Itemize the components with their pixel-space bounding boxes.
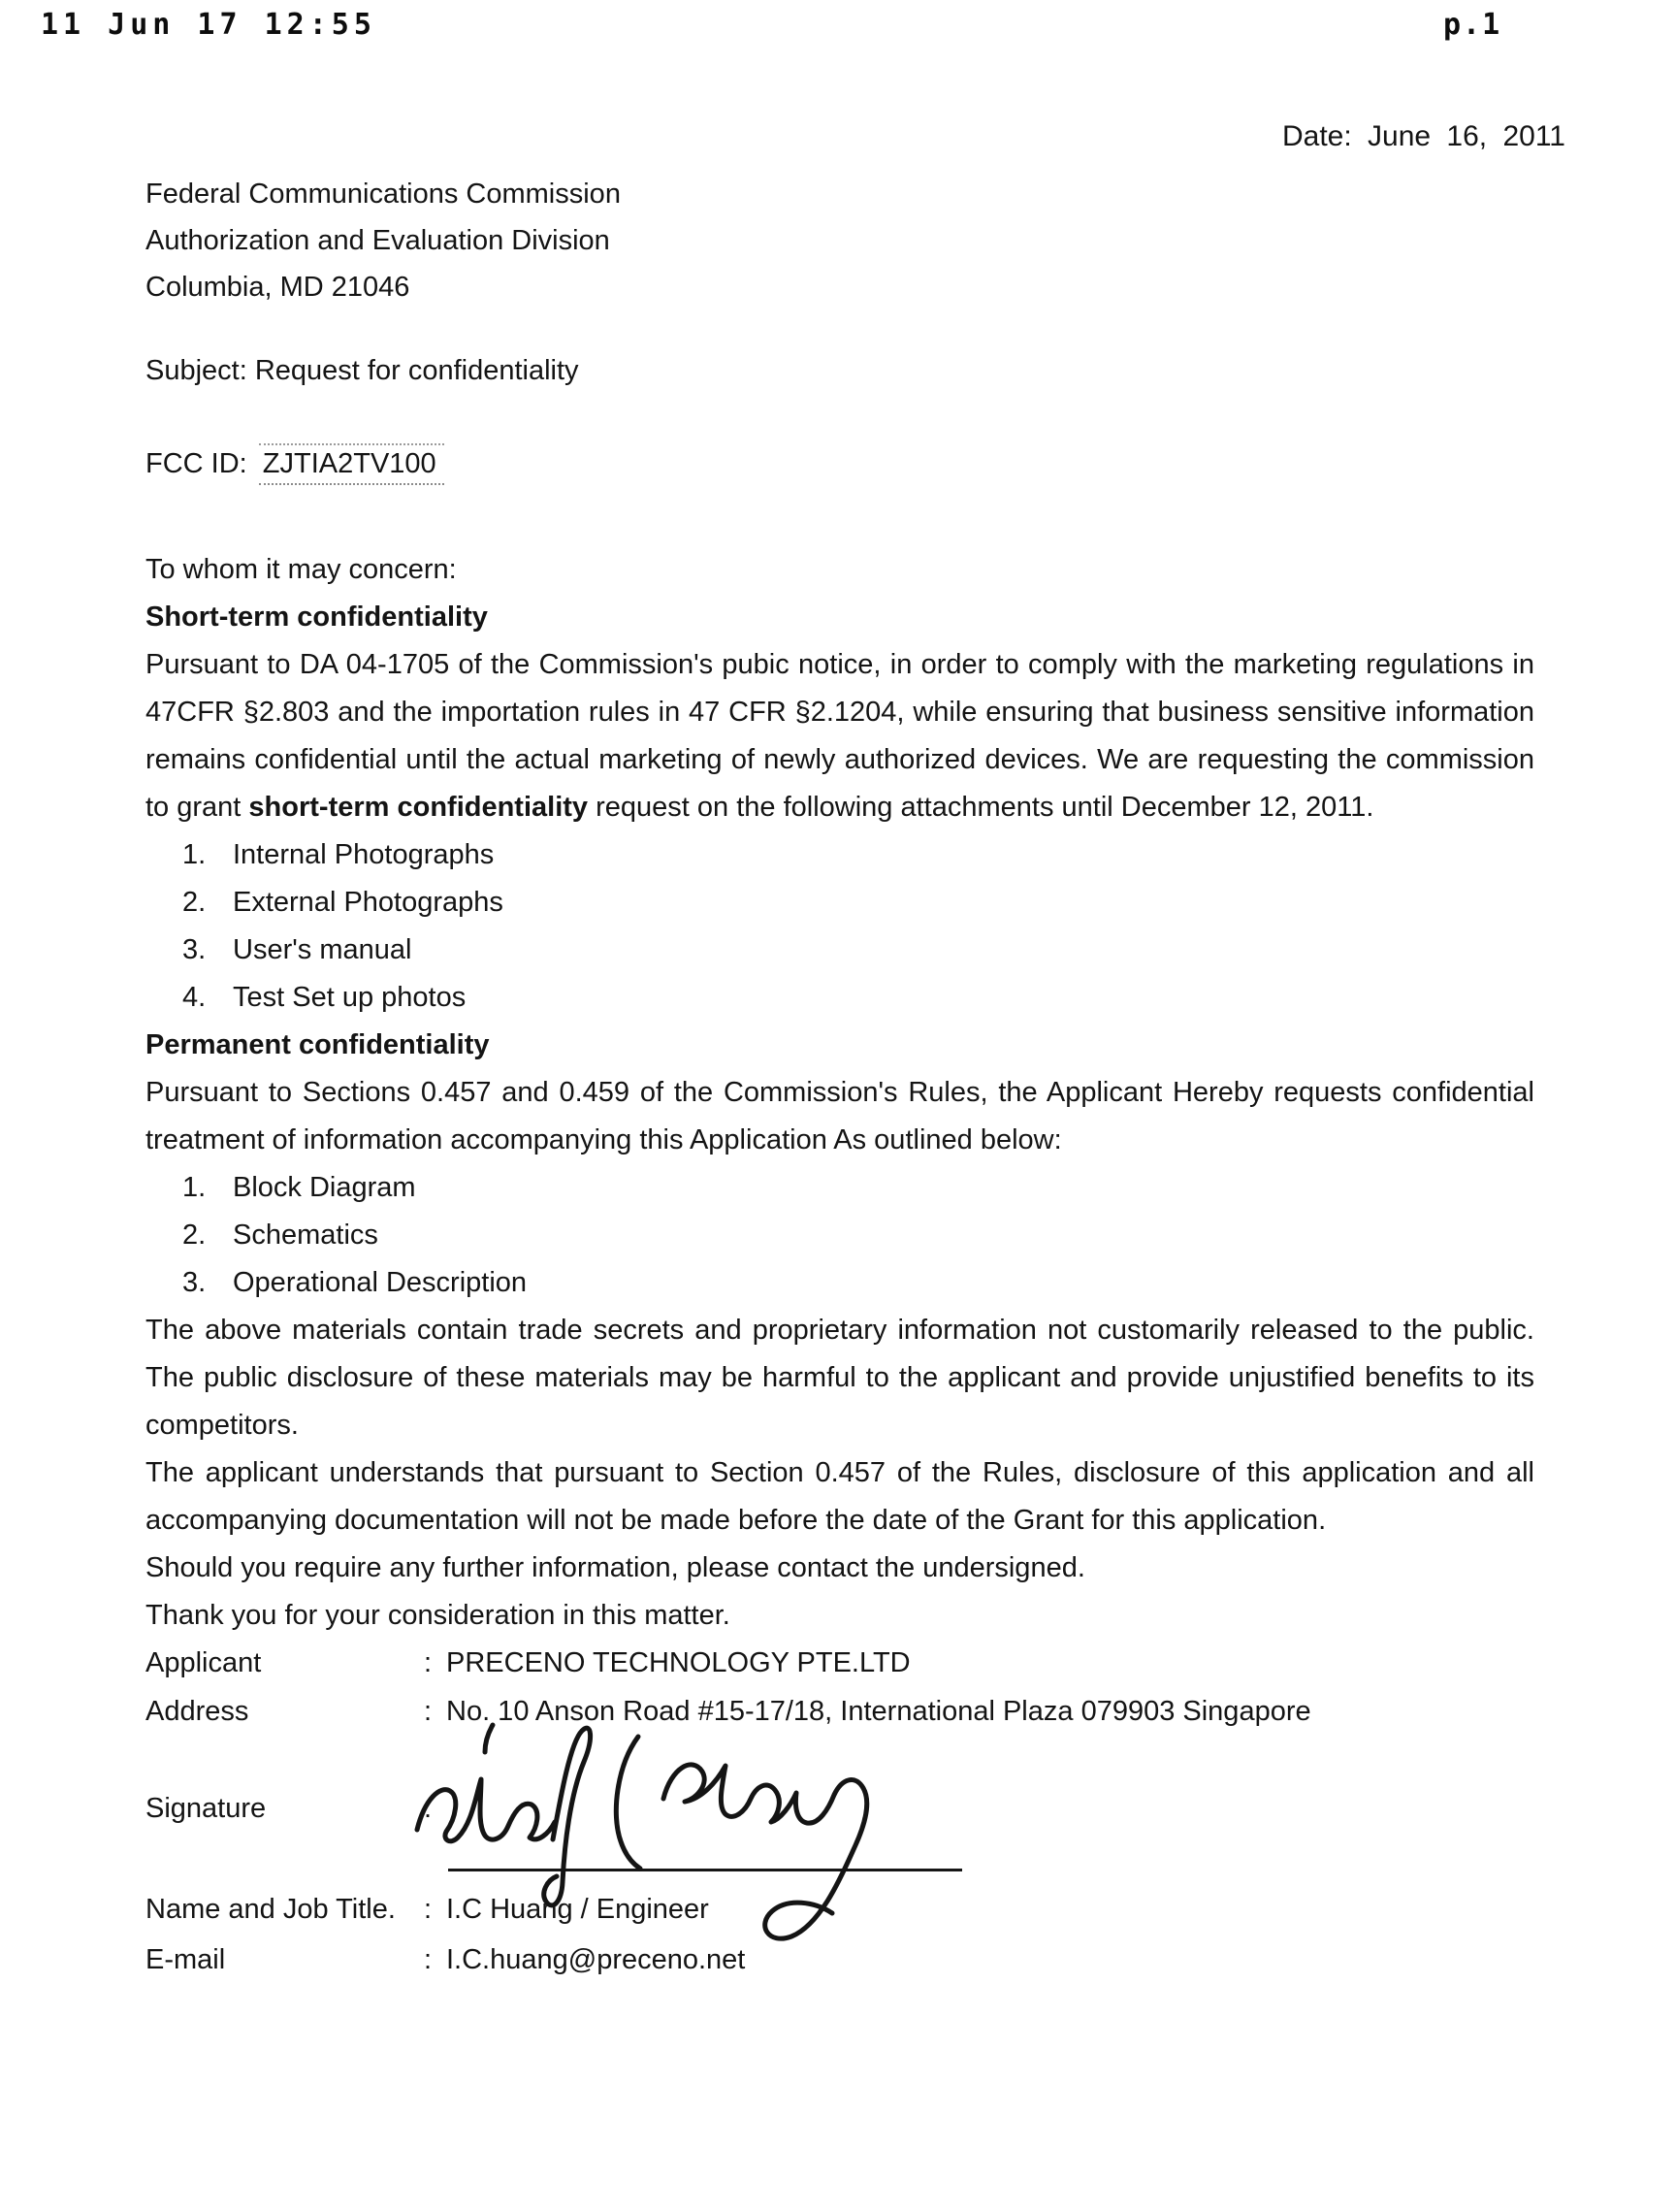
applicant-row	[145, 1647, 1532, 1690]
list-item-text: Block Diagram	[233, 1172, 416, 1203]
short-term-attachment-list	[145, 831, 1534, 1022]
date-line: Date: June 16, 2011	[1282, 120, 1565, 152]
list-item-number: 4.	[182, 982, 207, 1013]
short-term-heading: Short-term confidentiality	[145, 602, 488, 633]
list-item-number: 2.	[182, 1220, 207, 1251]
list-item-text: Test Set up photos	[233, 982, 467, 1013]
fax-page-number: p.1	[1443, 8, 1502, 42]
permanent-heading: Permanent confidentiality	[145, 1029, 490, 1060]
thanks-line: Thank you for your consideration in this matter.	[145, 1600, 730, 1631]
recipient-line-2: Authorization and Evaluation Division	[145, 225, 610, 256]
signature-underline	[448, 1869, 962, 1871]
permanent-paragraph: Pursuant to Sections 0.457 and 0.459 of the Commission's Rules, the Applicant Hereby requests confidential treatment of information accompanying this Application As outlined below:	[145, 1077, 1534, 1155]
recipient-line-1: Federal Communications Commission	[145, 179, 621, 210]
applicant-value: PRECENO TECHNOLOGY PTE.LTD	[446, 1647, 911, 1678]
list-item-text: Schematics	[233, 1220, 378, 1251]
fcc-id-line	[145, 448, 444, 480]
list-item-text: Operational Description	[233, 1267, 528, 1298]
recipient-line-3: Columbia, MD 21046	[145, 272, 410, 303]
list-item-text: External Photographs	[233, 887, 503, 918]
address-value: No. 10 Anson Road #15-17/18, International Plaza 079903 Singapore	[446, 1696, 1311, 1727]
email-value: I.C.huang@preceno.net	[446, 1944, 746, 1975]
email-label: E-mail	[145, 1944, 226, 1975]
name-title-row	[145, 1894, 1532, 1936]
fcc-id-label: FCC ID:	[145, 448, 247, 479]
salutation: To whom it may concern:	[145, 554, 457, 585]
subject-line: Subject: Request for confidentiality	[145, 355, 579, 386]
address-row	[145, 1696, 1532, 1739]
list-item-number: 3.	[182, 1267, 207, 1298]
colon-separator: :	[424, 1894, 433, 1925]
applicant-label: Applicant	[145, 1647, 262, 1678]
list-item-number: 1.	[182, 1172, 207, 1203]
list-item	[145, 1164, 1534, 1212]
short-term-paragraph	[145, 641, 1534, 831]
list-item	[145, 974, 1534, 1022]
colon-separator: :	[424, 1793, 433, 1824]
permanent-material-list	[145, 1164, 1534, 1307]
name-title-value: I.C Huang / Engineer	[446, 1894, 709, 1925]
colon-separator: :	[424, 1696, 433, 1727]
contact-line: Should you require any further information, please contact the undersigned.	[145, 1552, 1085, 1583]
address-label: Address	[145, 1696, 249, 1727]
list-item	[145, 1212, 1534, 1259]
recipient-address-block	[145, 171, 621, 310]
name-title-label: Name and Job Title.	[145, 1894, 396, 1925]
list-item-number: 1.	[182, 839, 207, 870]
short-term-text-2: request on the following attachments until December 12, 2011.	[588, 792, 1374, 823]
signature-label: Signature	[145, 1793, 267, 1824]
colon-separator: :	[424, 1647, 433, 1678]
list-item-text: Internal Photographs	[233, 839, 495, 870]
short-term-bold-phrase: short-term confidentiality	[248, 792, 589, 823]
list-item	[145, 831, 1534, 879]
list-item-number: 2.	[182, 887, 207, 918]
list-item-text: User's manual	[233, 934, 412, 965]
list-item	[145, 1259, 1534, 1307]
list-item-number: 3.	[182, 934, 207, 965]
fcc-id-value: ZJTIA2TV100	[259, 443, 444, 485]
email-row	[145, 1944, 1532, 1987]
trade-secrets-paragraph: The above materials contain trade secrets and proprietary information not customarily released to the public. The public disclosure of these materials may be harmful to the applicant and provide unjustified benefits to its competitors.	[145, 1315, 1534, 1441]
list-item	[145, 879, 1534, 927]
short-term-text-1: Pursuant to DA 04-1705 of the Commission's pubic notice, in order to comply with the marketing regulations in 47CFR §2.803 and the importation rules in 47 CFR §2.1204, while ensuring that business sensitive information remains confidential until the actual marketing of newly authorized devices. We are requesting the commission to grant	[145, 649, 1534, 823]
list-item	[145, 927, 1534, 974]
disclosure-paragraph: The applicant understands that pursuant to Section 0.457 of the Rules, disclosure of this application and all accompanying documentation will not be made before the date of the Grant for this application.	[145, 1457, 1534, 1536]
colon-separator: :	[424, 1944, 433, 1975]
signature-row	[145, 1793, 1532, 1836]
letter-body	[145, 546, 1534, 1640]
fax-timestamp: 11 Jun 17 12:55	[41, 8, 376, 42]
